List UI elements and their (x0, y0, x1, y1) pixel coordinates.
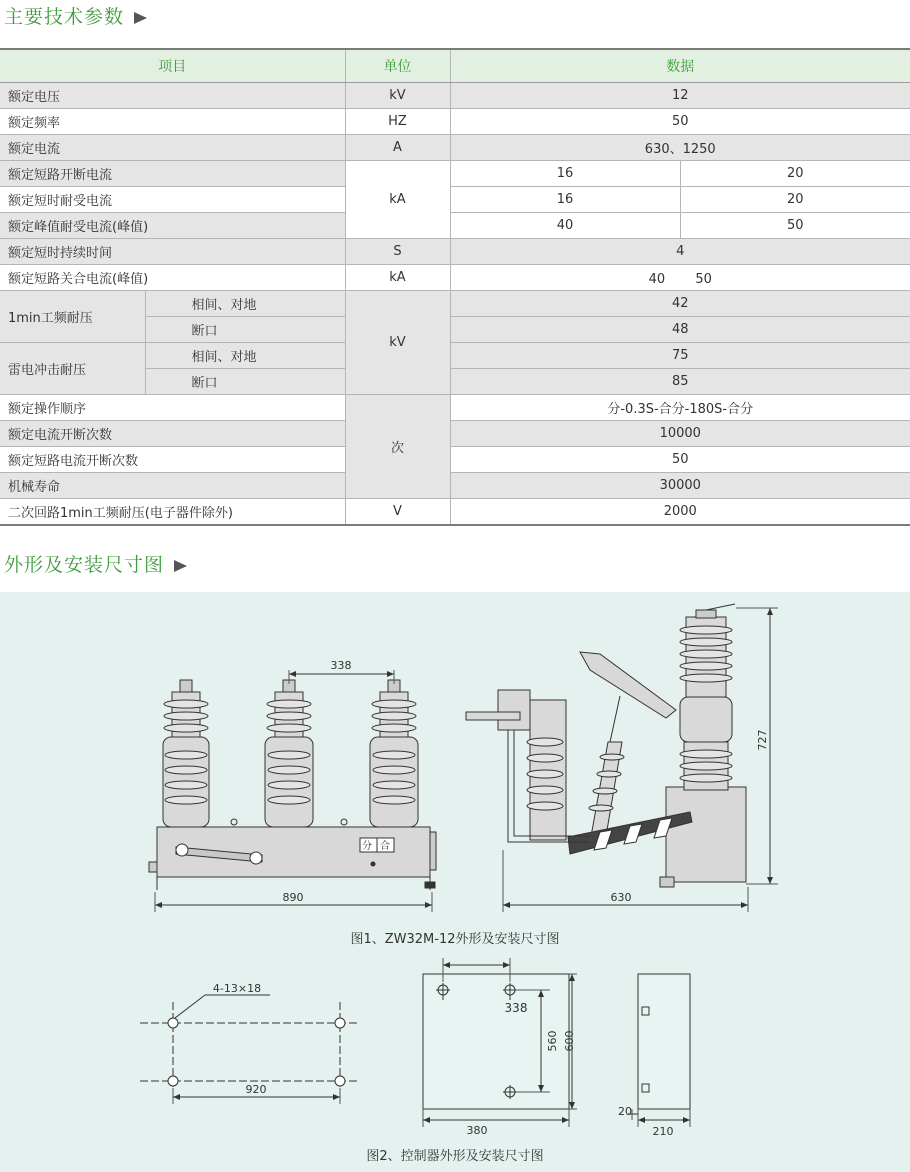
dim-20-label: 20 (618, 1105, 632, 1118)
table-row (0, 499, 910, 526)
table-row (0, 473, 910, 499)
table-row (0, 447, 910, 473)
row-value: 4 (450, 239, 910, 265)
row-value: 分-0.3S-合分-180S-合分 (450, 395, 910, 421)
row-value: 10000 (450, 421, 910, 447)
group-sub-label: 相间、对地 (145, 343, 345, 369)
row-value: 12 (450, 83, 910, 109)
dim-920-label: 920 (245, 1083, 267, 1096)
row-label: 额定电压 (0, 83, 345, 109)
row-unit: kV (345, 83, 450, 109)
row-value: 630、1250 (450, 135, 910, 161)
group-label: 1min工频耐压 (0, 291, 145, 343)
row-label: 额定短路开断电流 (0, 161, 345, 187)
group-sub-label: 断口 (145, 317, 345, 343)
table-row (0, 395, 910, 421)
row-value: 2000 (450, 499, 910, 526)
row-label: 机械寿命 (0, 473, 345, 499)
row-label: 额定电流开断次数 (0, 421, 345, 447)
row-label: 额定短时持续时间 (0, 239, 345, 265)
row-value-2: 20 (680, 187, 910, 213)
table-row (0, 135, 910, 161)
row-label: 额定操作顺序 (0, 395, 345, 421)
dim-600-label: 600 (563, 1030, 576, 1052)
row-value: 75 (450, 343, 910, 369)
open-label: 分 (362, 841, 372, 852)
dim-890-label: 890 (282, 891, 304, 904)
play-arrow-icon (174, 560, 187, 572)
row-value: 50 (450, 447, 910, 473)
row-label: 额定短路关合电流(峰值) (0, 265, 345, 291)
table-header-row (0, 49, 910, 83)
row-value-2: 20 (680, 161, 910, 187)
insulator-pole-1 (163, 680, 209, 827)
hole-spec-label: 4-13×18 (212, 982, 262, 995)
table-row (0, 161, 910, 187)
header-value: 数据 (450, 49, 910, 83)
row-value: 40 50 (450, 265, 910, 291)
row-value-1: 40 (450, 213, 680, 239)
row-value: 50 (450, 109, 910, 135)
close-label: 合 (380, 841, 390, 852)
row-unit: 次 (345, 395, 450, 499)
row-label: 额定电流 (0, 135, 345, 161)
row-value: 85 (450, 369, 910, 395)
group-sub-label: 断口 (145, 369, 345, 395)
row-label: 额定频率 (0, 109, 345, 135)
group-sub-label: 相间、对地 (145, 291, 345, 317)
row-unit: A (345, 135, 450, 161)
table-row (0, 239, 910, 265)
table-row (0, 83, 910, 109)
table-row (0, 291, 910, 317)
figure1-caption: 图1、ZW32M-12外形及安装尺寸图 (350, 932, 560, 947)
dim-210-label: 210 (652, 1125, 674, 1138)
section-title-dimensions: 外形及安装尺寸图 (4, 550, 187, 577)
dim-727-label: 727 (756, 729, 769, 751)
row-value-2: 50 (680, 213, 910, 239)
row-label: 额定短时耐受电流 (0, 187, 345, 213)
spec-table (0, 48, 910, 526)
row-value-1: 16 (450, 161, 680, 187)
row-label: 额定短路电流开断次数 (0, 447, 345, 473)
header-unit: 单位 (345, 49, 450, 83)
breaker-side-view (466, 604, 778, 912)
table-row (0, 187, 910, 213)
row-value: 42 (450, 291, 910, 317)
dim-560-label: 560 (546, 1030, 559, 1052)
insulator-pole-3 (370, 680, 418, 827)
drawing-canvas (0, 592, 910, 1172)
dim-338-label: 338 (330, 659, 352, 672)
insulator-pole-2 (265, 680, 313, 827)
header-item: 项目 (0, 49, 345, 83)
group-unit: kV (345, 291, 450, 395)
table-row (0, 213, 910, 239)
section-title-specs: 主要技术参数 (4, 2, 147, 29)
table-row (0, 109, 910, 135)
breaker-front-view (149, 670, 436, 912)
row-value: 48 (450, 317, 910, 343)
group-label: 雷电冲击耐压 (0, 343, 145, 395)
row-label: 额定峰值耐受电流(峰值) (0, 213, 345, 239)
dim-630-label: 630 (610, 891, 632, 904)
row-unit: kA (345, 265, 450, 291)
dim-380-label: 380 (466, 1124, 488, 1137)
row-unit: S (345, 239, 450, 265)
play-arrow-icon (134, 12, 147, 24)
figure-panel (0, 592, 910, 1172)
table-row (0, 343, 910, 369)
dim-338-hole-label: 338 (504, 1001, 528, 1015)
table-row (0, 421, 910, 447)
figure2-caption: 图2、控制器外形及安装尺寸图 (366, 1149, 544, 1164)
row-value: 30000 (450, 473, 910, 499)
controller-side-view (628, 974, 690, 1127)
row-value-1: 16 (450, 187, 680, 213)
row-unit: HZ (345, 109, 450, 135)
table-row (0, 265, 910, 291)
row-unit: V (345, 499, 450, 526)
row-unit: kA (345, 161, 450, 239)
row-label: 二次回路1min工频耐压(电子器件除外) (0, 499, 345, 526)
